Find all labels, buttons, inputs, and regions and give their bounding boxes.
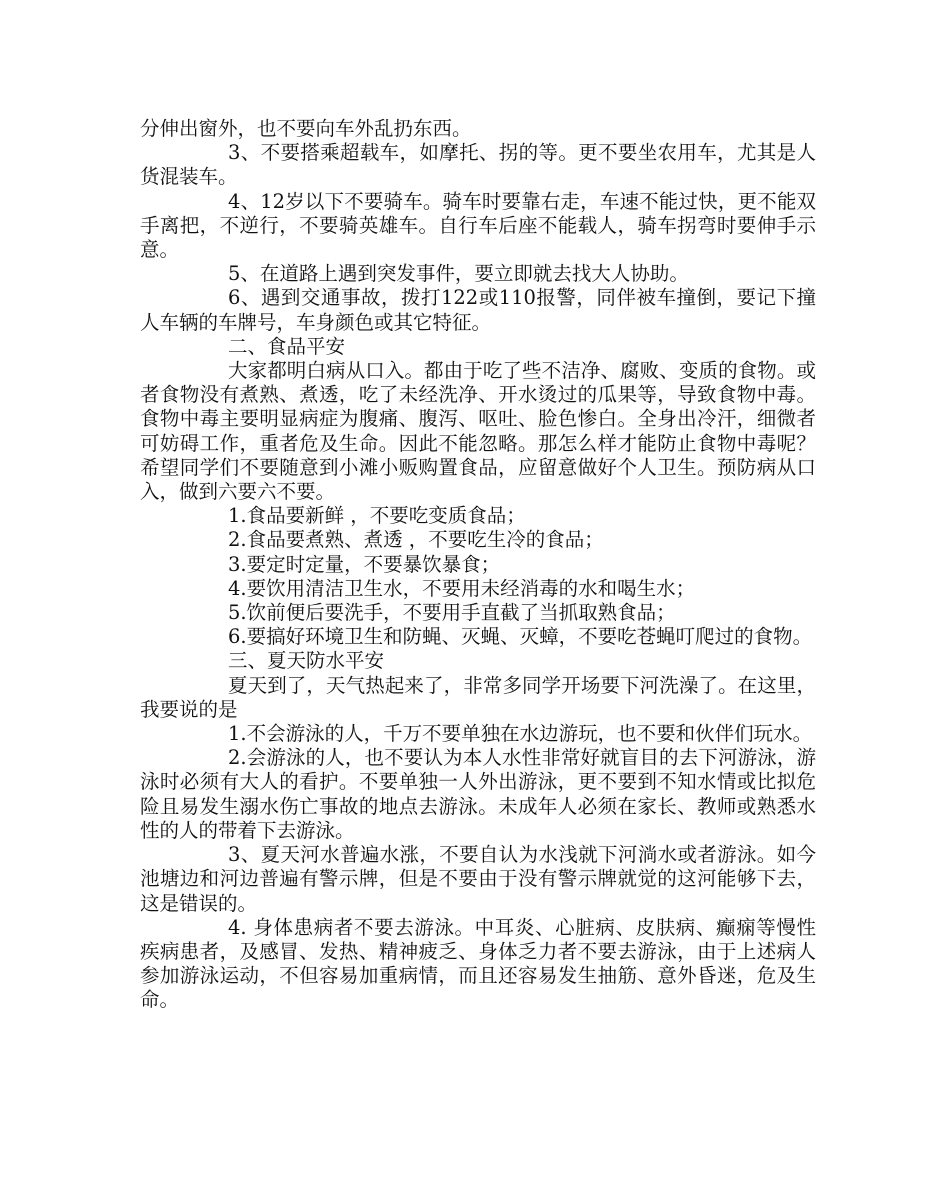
food-rule-1: 1.食品要新鲜 ，不要吃变质食品； [228,504,526,528]
water-rule-2: 2.会游泳的人，也不要认为本人水性非常好就盲目的去下河游泳，游泳时必须有大人的看护。不要单独一人外出游泳，更不要到不知水情或比拟危险且易发生溺水伤亡事故的地点去游泳。未成年人必须在家长、教师或熟悉水性的人的带着下去游泳。 [140,746,816,842]
food-rule-6: 6.要搞好环境卫生和防蝇、灭蝇、灭蟑，不要吃苍蝇叮爬过的食物。 [228,625,813,649]
food-rule-2: 2.食品要煮熟、煮透 ，不要吃生冷的食品； [228,528,604,552]
section-heading-water-safety: 三、夏天防水平安 [228,649,385,673]
water-rule-1: 1.不会游泳的人，千万不要单独在水边游玩，也不要和伙伴们玩水。 [228,722,813,746]
food-rule-4: 4.要饮用清洁卫生水，不要用未经消毒的水和喝生水； [228,576,696,600]
traffic-rule-3: 3、不要搭乘超载车，如摩托、拐的等。更不要坐农用车，尤其是人货混装车。 [140,141,816,189]
document-page [140,117,816,1013]
water-rule-3: 3、夏天河水普遍水涨，不要自认为水浅就下河淌水或者游泳。如今池塘边和河边普遍有警示牌，但是不要由于没有警示牌就觉的这河能够下去，这是错误的。 [140,843,816,915]
section-heading-food-safety: 二、食品平安 [228,334,346,358]
traffic-rule-4: 4、12岁以下不要骑车。骑车时要靠右走，车速不能过快，更不能双手离把，不逆行，不要骑英雄车。自行车后座不能载人，骑车拐弯时要伸手示意。 [140,189,816,262]
traffic-rule-6: 6、遇到交通事故，拨打122或110报警，同伴被车撞倒，要记下撞人车辆的车牌号，车身颜色或其它特征。 [140,286,816,334]
food-rule-5: 5.饮前便后要洗手，不要用手直截了当抓取熟食品； [228,601,676,625]
water-rule-4: 4. 身体患病者不要去游泳。中耳炎、心脏病、皮肤病、癫痫等慢性疾病患者，及感冒、发热、精神疲乏、身体乏力者不要去游泳，由于上述病人参加游泳运动，不但容易加重病情，而且还容易发生抽筋、意外昏迷，危及生命。 [140,915,816,1012]
food-safety-intro: 大家都明白病从口入。都由于吃了些不洁净、腐败、变质的食物。或者食物没有煮熟、煮透，吃了未经洗净、开水烫过的瓜果等，导致食物中毒。食物中毒主要明显病症为腹痛、腹泻、呕吐、脸色惨白。全身出冷汗，细微者可妨碍工作，重者危及生命。因此不能忽略。那怎么样才能防止食物中毒呢？希望同学们不要随意到小滩小贩购置食品，应留意做好个人卫生。预防病从口入，做到六要六不要。 [140,359,816,504]
paragraph-continuation: 分伸出窗外，也不要向车外乱扔东西。 [140,117,472,140]
traffic-rule-5: 5、在道路上遇到突发事件，要立即就去找大人协助。 [228,262,689,286]
water-safety-intro: 夏天到了，天气热起来了，非常多同学开场要下河洗澡了。在这里，我要说的是 [140,673,816,721]
food-rule-3: 3.要定时定量，不要暴饮暴食； [228,552,501,576]
